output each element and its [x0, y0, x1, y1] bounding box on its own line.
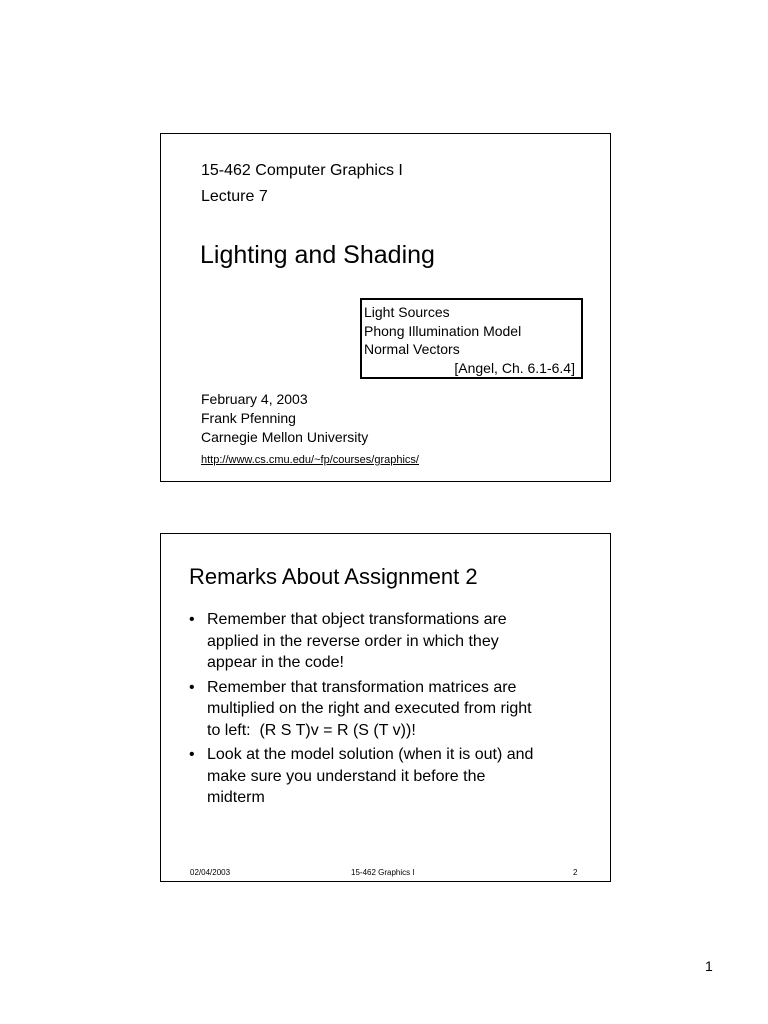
course-url-link[interactable]: http://www.cs.cmu.edu/~fp/courses/graphics/: [201, 454, 419, 466]
bullet-line: make sure you understand it before the: [207, 767, 486, 785]
bullet-item: [189, 744, 599, 809]
slide-title: Lighting and Shading: [200, 241, 435, 269]
topics-box: [360, 298, 583, 379]
topic-item: Normal Vectors: [364, 341, 460, 357]
page-number: 1: [705, 958, 713, 974]
title-slide: [160, 133, 611, 482]
course-name: 15-462 Computer Graphics I: [201, 162, 403, 179]
slide-title: Remarks About Assignment 2: [189, 564, 478, 589]
lecture-date: February 4, 2003: [201, 391, 308, 407]
topic-item: Light Sources: [364, 304, 450, 320]
author-name: Frank Pfenning: [201, 410, 296, 426]
lecture-info: [201, 390, 368, 447]
bullet-list: [189, 609, 599, 812]
topic-item: Phong Illumination Model: [364, 322, 522, 339]
bullet-line: midterm: [207, 789, 265, 806]
textbook-reference: [Angel, Ch. 6.1-6.4]: [454, 359, 575, 376]
institution-name: Carnegie Mellon University: [201, 429, 369, 445]
lecture-number: Lecture 7: [201, 188, 268, 205]
bullet-line: appear in the code!: [207, 654, 344, 671]
footer-date: 02/04/2003: [190, 868, 231, 877]
footer-slide-number: 2: [573, 868, 578, 877]
bullet-line: Look at the model solution (when it is out) and: [207, 746, 534, 763]
bullet-line: multiplied on the right and executed from right: [207, 700, 532, 717]
bullet-icon: •: [189, 611, 195, 628]
bullet-icon: •: [189, 678, 195, 696]
bullet-item: [189, 677, 599, 742]
bullet-line: Remember that transformation matrices are: [207, 678, 517, 696]
footer-course-title: 15-462 Graphics I: [351, 868, 415, 877]
bullet-item: [189, 609, 599, 674]
remarks-slide: [160, 533, 611, 882]
bullet-icon: •: [189, 746, 195, 763]
bullet-line: Remember that object transformations are: [207, 611, 507, 628]
bullet-line: applied in the reverse order in which they: [207, 632, 499, 650]
bullet-line: to left: (R S T)v = R (S (T v))!: [207, 721, 416, 739]
